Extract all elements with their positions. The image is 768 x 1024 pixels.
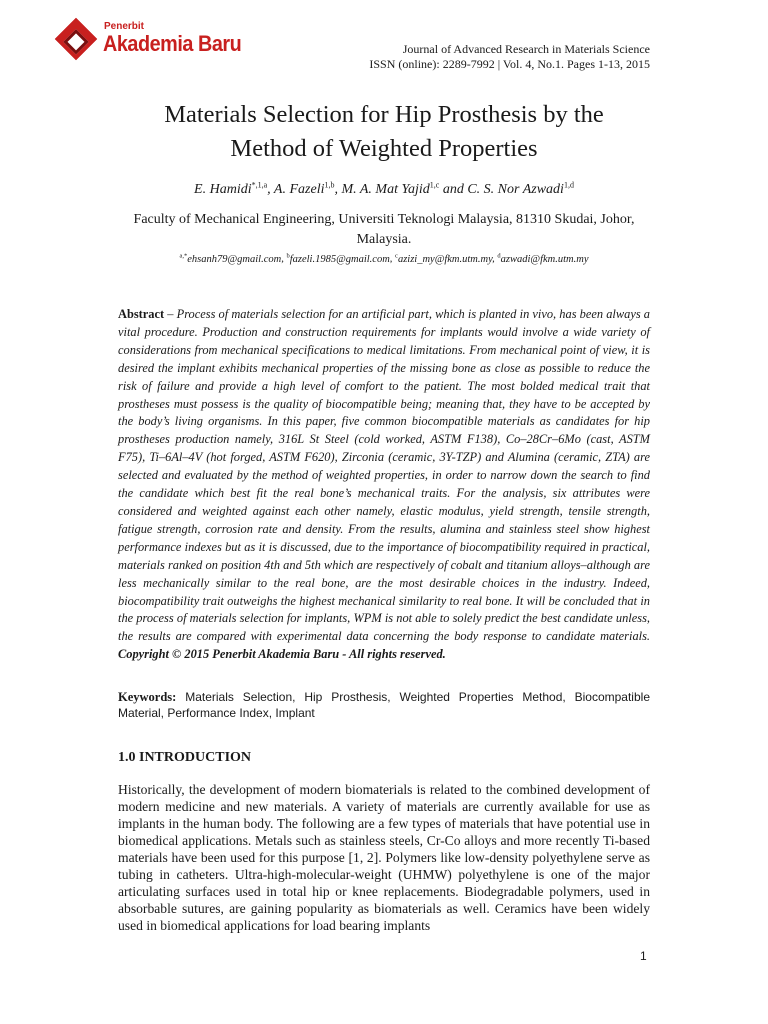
journal-issue: ISSN (online): 2289-7992 | Vol. 4, No.1. Pages 1-13, 2015 — [369, 57, 650, 71]
paper-title-line-2: Method of Weighted Properties — [230, 135, 538, 162]
author-list — [0, 180, 768, 198]
publisher-label: Penerbit — [104, 21, 145, 32]
keywords — [118, 689, 650, 721]
email-link[interactable]: $^c$azizi_my@fkm.utm.my — [395, 252, 493, 265]
paper-title-line-1: Materials Selection for Hip Prosthesis by the — [164, 101, 604, 128]
paper-title — [0, 98, 768, 166]
abstract-text: Process of materials selection for an artificial part, which is planted in vivo, has been always a vital procedure. Production and construction requirements for implants would involve a wide variety of considerations from mechanical specifications to medical limitations. From mechanical point of view, it is desired the implant exhibits mechanical properties of the missing bone as close as possible to reduce the risk of failure and provide a high level of comfort to the patient. The most bolded medical trait that prostheses must possess is the quality of biocompatible being; meaning that, they have to be accepted by the body’s living organisms. In this paper, five common biocompatible materials as candidates for hip prostheses production namely, 316L St Steel (cold worked, ASTM F138), Co–28Cr–6Mo (cast, ASTM F75), Ti–6Al–4V (hot forged, ASTM F620), Zirconia (ceramic, 3Y-TZP) and Alumina (ceramic, ZTA) are selected and evaluated by the method of weighted properties, in order to narrow down the search to find the candidate which best fit the real bone’s mechanical traits. For the analysis, six attributes were considered and weighted against each other namely, elastic modulus, yield strength, tensile strength, fatigue strength, corrosion rate and density. From the results, alumina and stainless steel show highest performance indexes but as it is discussed, due to the importance of biocompatibility required in practical, materials ranked on position 4th and 5th which are respectively of cobalt and titanium alloys–although are less mechanically similar to the real bone, are the most desirable choices in the industry. Indeed, biocompatibility trait outweighs the highest mechanical similarity to real bone. It will be concluded that in the process of materials selection for implants, WPM is not able to solely predict the best candidate unless, the results are compared with experimental data concerning the body response to candidate materials. — [118, 307, 651, 644]
page-number: 1 — [640, 949, 647, 963]
abstract: Abstract – Process of materials selection for an artificial part, which is planted in vivo, has been always a vital procedure. Production and construction requirements for implants would involve a wide variety of considerations from mechanical specifications to medical limitations. From mechanical point of view, it is desired the implant exhibits mechanical properties of the missing bone as close as possible to reduce the risk of failure and provide a high level of comfort to the patient. The most bolded medical trait that prostheses must possess is the quality of biocompatible being; meaning that, they have to be accepted by the body’s living organisms. In this paper, five common biocompatible materials as candidates for hip prostheses production namely, 316L St Steel (cold worked, ASTM F138), Co–28Cr–6Mo (cast, ASTM F75), Ti–6Al–4V (hot forged, ASTM F620), Zirconia (ceramic, 3Y-TZP) and Alumina (ceramic, ZTA) are selected and evaluated by the method of weighted properties, in order to narrow down the search to find the candidate which best fit the real bone’s mechanical traits. For the analysis, six attributes were considered and weighted against each other namely, elastic modulus, yield strength, tensile strength, fatigue strength, corrosion rate and density. From the results, alumina and stainless steel show highest performance indexes but as it is discussed, due to the importance of biocompatibility required in practical, materials ranked on position 4th and 5th which are respectively of cobalt and titanium alloys–although are less mechanically similar to the real bone, are the most desirable choices in the industry. Indeed, biocompatibility trait outweighs the highest mechanical similarity to real bone. It will be concluded that in the process of materials selection for implants, WPM is not able to solely predict the best candidate unless, the results are compared with experimental data concerning the body response to candidate materials. Copyright © 2015 Penerbit Akademia Baru - All rights reserved. — [118, 307, 651, 662]
publisher-name: Akademia Baru — [103, 31, 242, 56]
author-emails: $^{a,*}$ehsanh79@gmail.com, $^b$fazeli.1985@gmail.com, $^c$azizi_my@fkm.utm.my, $^d$azwadi@fkm.utm.my — [179, 252, 589, 265]
email-link[interactable]: $^b$fazeli.1985@gmail.com — [286, 252, 390, 265]
introduction-text: Historically, the development of modern biomaterials is related to the combined development of modern medicine and new materials. A variety of materials are currently available for use as implants in the human body. The following are a few types of materials that have potential use in biomedical applications. Metals such as stainless steels, Cr-Co alloys and more recently Ti-based materials have been used for this purpose [1, 2]. Polymers like low-density polyethylene serve as tubing in catheters. Ultra-high-molecular-weight (UHMW) polyethylene is one of the major articulating surfaces used in total hip or knee replacements. Biodegradable polymers, used in absorbable sutures, are gaining popularity as biomaterials as well. Ceramics have been widely used in biomedical applications for load bearing implants — [118, 782, 650, 933]
affiliation: Faculty of Mechanical Engineering, Universiti Teknologi Malaysia, 81310 Skudai, Johor, Malaysia. — [133, 212, 635, 247]
abstract-label: Abstract — [118, 307, 165, 321]
author: M. A. Mat Yajid$^{1,c}$ and — [341, 180, 468, 197]
author: A. Fazeli$^{1,b}$, — [273, 180, 342, 197]
publisher-logo-icon — [55, 18, 97, 60]
copyright-notice: Copyright © 2015 Penerbit Akademia Baru - All rights reserved. — [118, 647, 446, 662]
email-link[interactable]: $^{a,*}$ehsanh79@gmail.com — [179, 252, 282, 265]
email-link[interactable]: $^d$azwadi@fkm.utm.my — [497, 252, 589, 265]
journal-name: Journal of Advanced Research in Materials Science — [402, 42, 650, 56]
keywords-text: Materials Selection, Hip Prosthesis, Weighted Properties Method, Biocompatible Material, Performance Index, Implant — [118, 690, 650, 720]
keywords-label: Keywords: — [118, 690, 177, 704]
author: E. Hamidi$^{*,1,a}$, — [194, 180, 274, 197]
publisher-logo — [57, 18, 242, 66]
section-heading: 1.0 INTRODUCTION — [118, 750, 252, 765]
author: C. S. Nor Azwadi$^{1,d}$ — [467, 180, 574, 197]
journal-header — [369, 42, 650, 72]
